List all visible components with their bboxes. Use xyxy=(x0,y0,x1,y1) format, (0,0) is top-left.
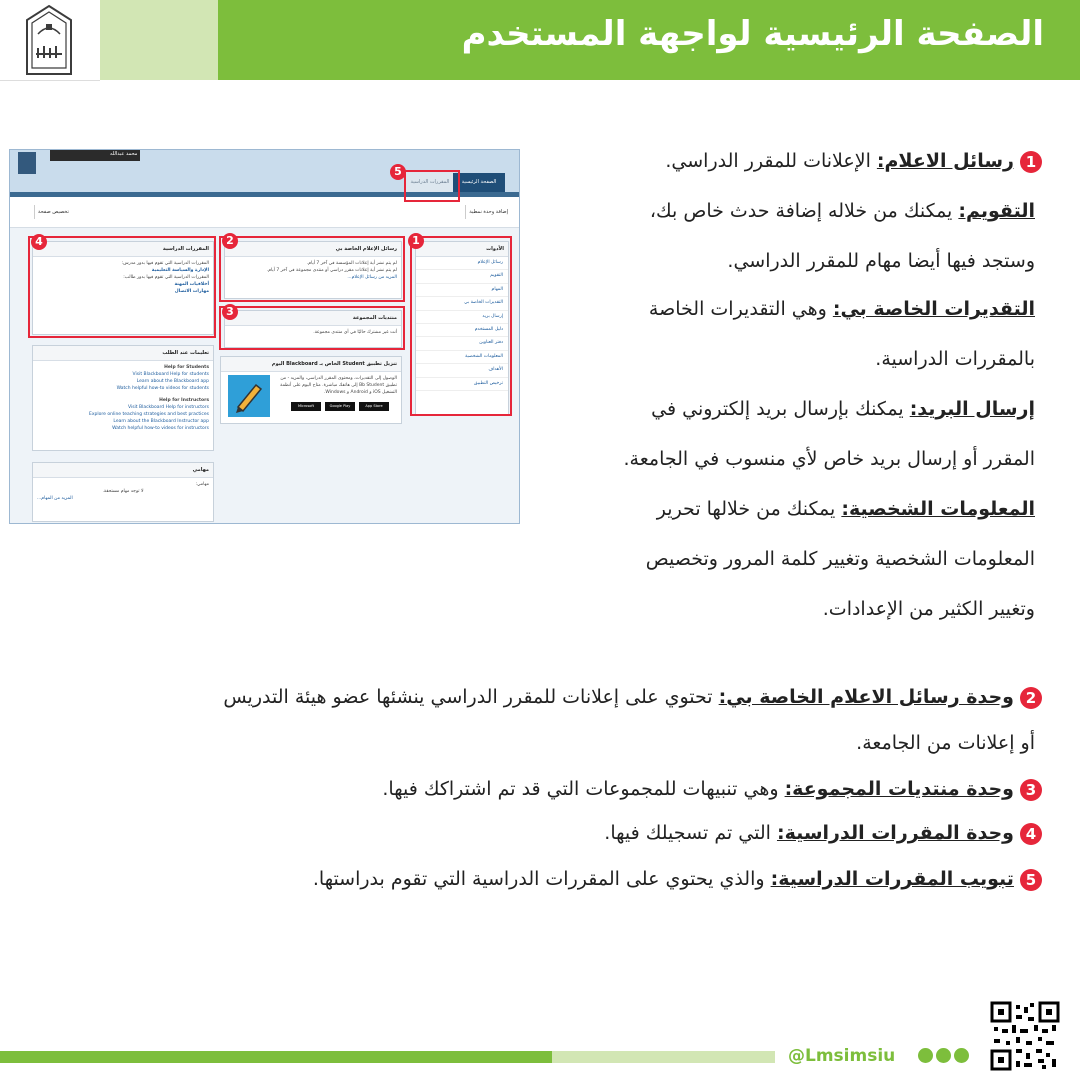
announcement-line: لم يتم نشر أية إعلانات المؤسسة في آخر 7 أيام. xyxy=(306,261,397,266)
badge-3: 3 xyxy=(1020,779,1042,801)
explanation-tools-announcements: 1 رسائل الاعلام: الإعلانات للمقرر الدراسي. xyxy=(665,150,1042,173)
explanation-mail: إرسال البريد: يمكنك بإرسال بريد إلكتروني في xyxy=(651,398,1035,420)
user-name: محمد عبدالله xyxy=(110,151,138,157)
badge-3: 3 xyxy=(222,304,238,320)
groups-title: منتديات المجموعة xyxy=(225,311,401,326)
tasks-title: مهامي xyxy=(33,463,213,478)
explanation-item-3: 3 وحدة منتديات المجموعة: وهي تنبيهات للمجموعات التي قد تم اشتراكك فيها. xyxy=(382,778,1042,801)
highlight-tools xyxy=(410,236,512,416)
page-title: الصفحة الرئيسية لواجهة المستخدم xyxy=(461,14,1044,54)
courses-intro: المقررات الدراسية التي تقوم فيها بدور مدرس: xyxy=(121,261,209,266)
more-tasks-link[interactable]: المزيد من المهام... xyxy=(37,496,73,501)
explanation-calendar: التقويم: يمكنك من خلاله إضافة حدث خاص بك، xyxy=(649,200,1035,222)
institution-emblem-icon xyxy=(18,152,36,174)
explanation-personal-3: وتغيير الكثير من الإعدادات. xyxy=(822,598,1035,620)
highlight-courses xyxy=(28,236,216,338)
tasks-label: مهامي: xyxy=(195,482,209,487)
header-bar xyxy=(218,0,1080,80)
badge-1: 1 xyxy=(1020,151,1042,173)
help-link[interactable]: Visit Blackboard Help for students xyxy=(132,372,209,377)
help-students-heading: Help for Students xyxy=(164,365,209,370)
tasks-empty: لا توجد مهام مستحقة. xyxy=(102,489,144,494)
tasks-module xyxy=(32,462,214,522)
help-module xyxy=(32,345,214,451)
app-module xyxy=(220,356,402,424)
help-instructors-heading: Help for Instructors xyxy=(159,398,209,403)
courses-title: المقررات الدراسية xyxy=(33,242,213,257)
tool-link[interactable]: المعلومات الشخصية xyxy=(416,351,508,364)
groups-text: أنت غير مشترك حاليًا في أي منتدى مجموعة. xyxy=(313,330,397,335)
app-title: تنزيل تطبيق Student الخاص بـ Blackboard اليوم xyxy=(221,357,401,372)
highlight-groups xyxy=(219,306,405,350)
app-store-badge[interactable]: App Store xyxy=(359,402,389,411)
explanation-calendar-2: وستجد فيها أيضا مهام للمقرر الدراسي. xyxy=(727,250,1035,272)
user-menu[interactable] xyxy=(50,150,140,161)
tool-link[interactable]: ترخيص التطبيق xyxy=(416,378,508,391)
tab-home[interactable]: الصفحة الرئيسية xyxy=(453,173,505,192)
explanation-item-2-line2: أو إعلانات من الجامعة. xyxy=(856,732,1035,754)
explanation-grades: التقديرات الخاصة بي: وهي التقديرات الخاصة xyxy=(648,298,1035,320)
badge-5: 5 xyxy=(390,164,406,180)
footer-bar xyxy=(0,1051,552,1063)
highlight-courses-tab xyxy=(404,170,460,202)
footer-accent xyxy=(552,1051,775,1063)
help-link[interactable]: Watch helpful how-to videos for students xyxy=(116,386,209,391)
explanation-item-2: 2 وحدة رسائل الاعلام الخاصة بي: تحتوي على إعلانات للمقرر الدراسي ينشئها عضو هيئة التدريس xyxy=(223,686,1042,709)
tool-link[interactable]: إرسال بريد xyxy=(416,311,508,324)
badge-4: 4 xyxy=(1020,823,1042,845)
tool-link[interactable]: دفتر العناوين xyxy=(416,337,508,350)
help-link[interactable]: Learn about the Blackboard app xyxy=(136,379,209,384)
tool-link[interactable]: دليل المستخدم xyxy=(416,324,508,337)
explanation-personal-2: المعلومات الشخصية وتغيير كلمة المرور وتخصيص xyxy=(645,548,1035,570)
badge-1: 1 xyxy=(408,233,424,249)
tool-link[interactable]: الأهداف xyxy=(416,364,508,377)
badge-2: 2 xyxy=(1020,687,1042,709)
course-link[interactable]: أخلاقيات المهنة xyxy=(174,282,209,287)
help-link[interactable]: Explore online teaching strategies and best practices xyxy=(89,412,209,417)
microsoft-store-badge[interactable]: Microsoft xyxy=(291,402,321,411)
course-link[interactable]: الإدارة والسياسة التعليمية xyxy=(151,268,209,273)
badge-4: 4 xyxy=(31,234,47,250)
help-title: تعليمات عند الطلب xyxy=(33,346,213,361)
header-accent xyxy=(100,0,218,80)
logo-panel xyxy=(0,0,100,81)
blackboard-screenshot xyxy=(9,149,520,524)
explanation-mail-2: المقرر أو إرسال بريد خاص لأي منسوب في الجامعة. xyxy=(623,448,1035,470)
customize-page-button[interactable]: تخصيص صفحة xyxy=(34,205,72,219)
explanation-grades-2: بالمقررات الدراسية. xyxy=(875,348,1035,370)
more-announcements-link[interactable]: المزيد من رسائل الإعلام... xyxy=(347,275,397,280)
explanation-item-4: 4 وحدة المقررات الدراسية: التي تم تسجيلك فيها. xyxy=(604,822,1042,845)
twitter-icon[interactable] xyxy=(936,1048,951,1063)
tool-link[interactable]: التقديرات الخاصة بي xyxy=(416,297,508,310)
tool-link[interactable]: المهام xyxy=(416,284,508,297)
course-link[interactable]: مهارات الاتصال xyxy=(174,289,209,294)
help-link[interactable]: Learn about the Blackboard Instructor app xyxy=(113,419,209,424)
badge-2: 2 xyxy=(222,233,238,249)
badge-5: 5 xyxy=(1020,869,1042,891)
help-link[interactable]: Watch helpful how-to videos for instructors xyxy=(112,426,209,431)
courses-intro-student: المقررات الدراسية التي تقوم فيها بدور طالب: xyxy=(123,275,209,280)
app-text: الوصول إلى التقديرات، ومحتوى المقرر الدراسي، والمزيد - من تطبيق Bb Student إلى هاتفك مباشرة. متاح اليوم على أنظمة التشغيل iOS و Android و Windows. xyxy=(280,376,397,395)
tool-link[interactable]: رسائل الإعلام xyxy=(416,257,508,270)
pencil-app-icon xyxy=(228,375,270,417)
tool-link[interactable]: التقويم xyxy=(416,270,508,283)
announcements-title: رسائل الإعلام الخاصة بي xyxy=(225,242,401,257)
highlight-announcements xyxy=(219,236,405,302)
qr-code-icon[interactable] xyxy=(990,1001,1060,1071)
youtube-icon[interactable] xyxy=(918,1048,933,1063)
explanation-item-5: 5 تبويب المقررات الدراسية: والذي يحتوي على المقررات الدراسية التي تقوم بدراستها. xyxy=(313,868,1042,891)
google-play-badge[interactable]: Google Play xyxy=(325,402,355,411)
social-handle[interactable]: @Lmsimsiu xyxy=(788,1046,896,1066)
explanation-personal: المعلومات الشخصية: يمكنك من خلالها تحرير xyxy=(656,498,1035,520)
announcement-line: لم يتم نشر أية إعلانات مقرر دراسي أو منتدى مجموعة في آخر 7 أيام. xyxy=(266,268,397,273)
instagram-icon[interactable] xyxy=(954,1048,969,1063)
add-module-button[interactable]: إضافة وحدة نمطية xyxy=(465,205,511,219)
tab-courses[interactable]: المقررات الدراسية xyxy=(405,172,455,192)
tools-module-title: الأدوات xyxy=(416,242,508,257)
help-link[interactable]: Visit Blackboard Help for instructors xyxy=(127,405,209,410)
university-logo-icon xyxy=(24,4,74,76)
